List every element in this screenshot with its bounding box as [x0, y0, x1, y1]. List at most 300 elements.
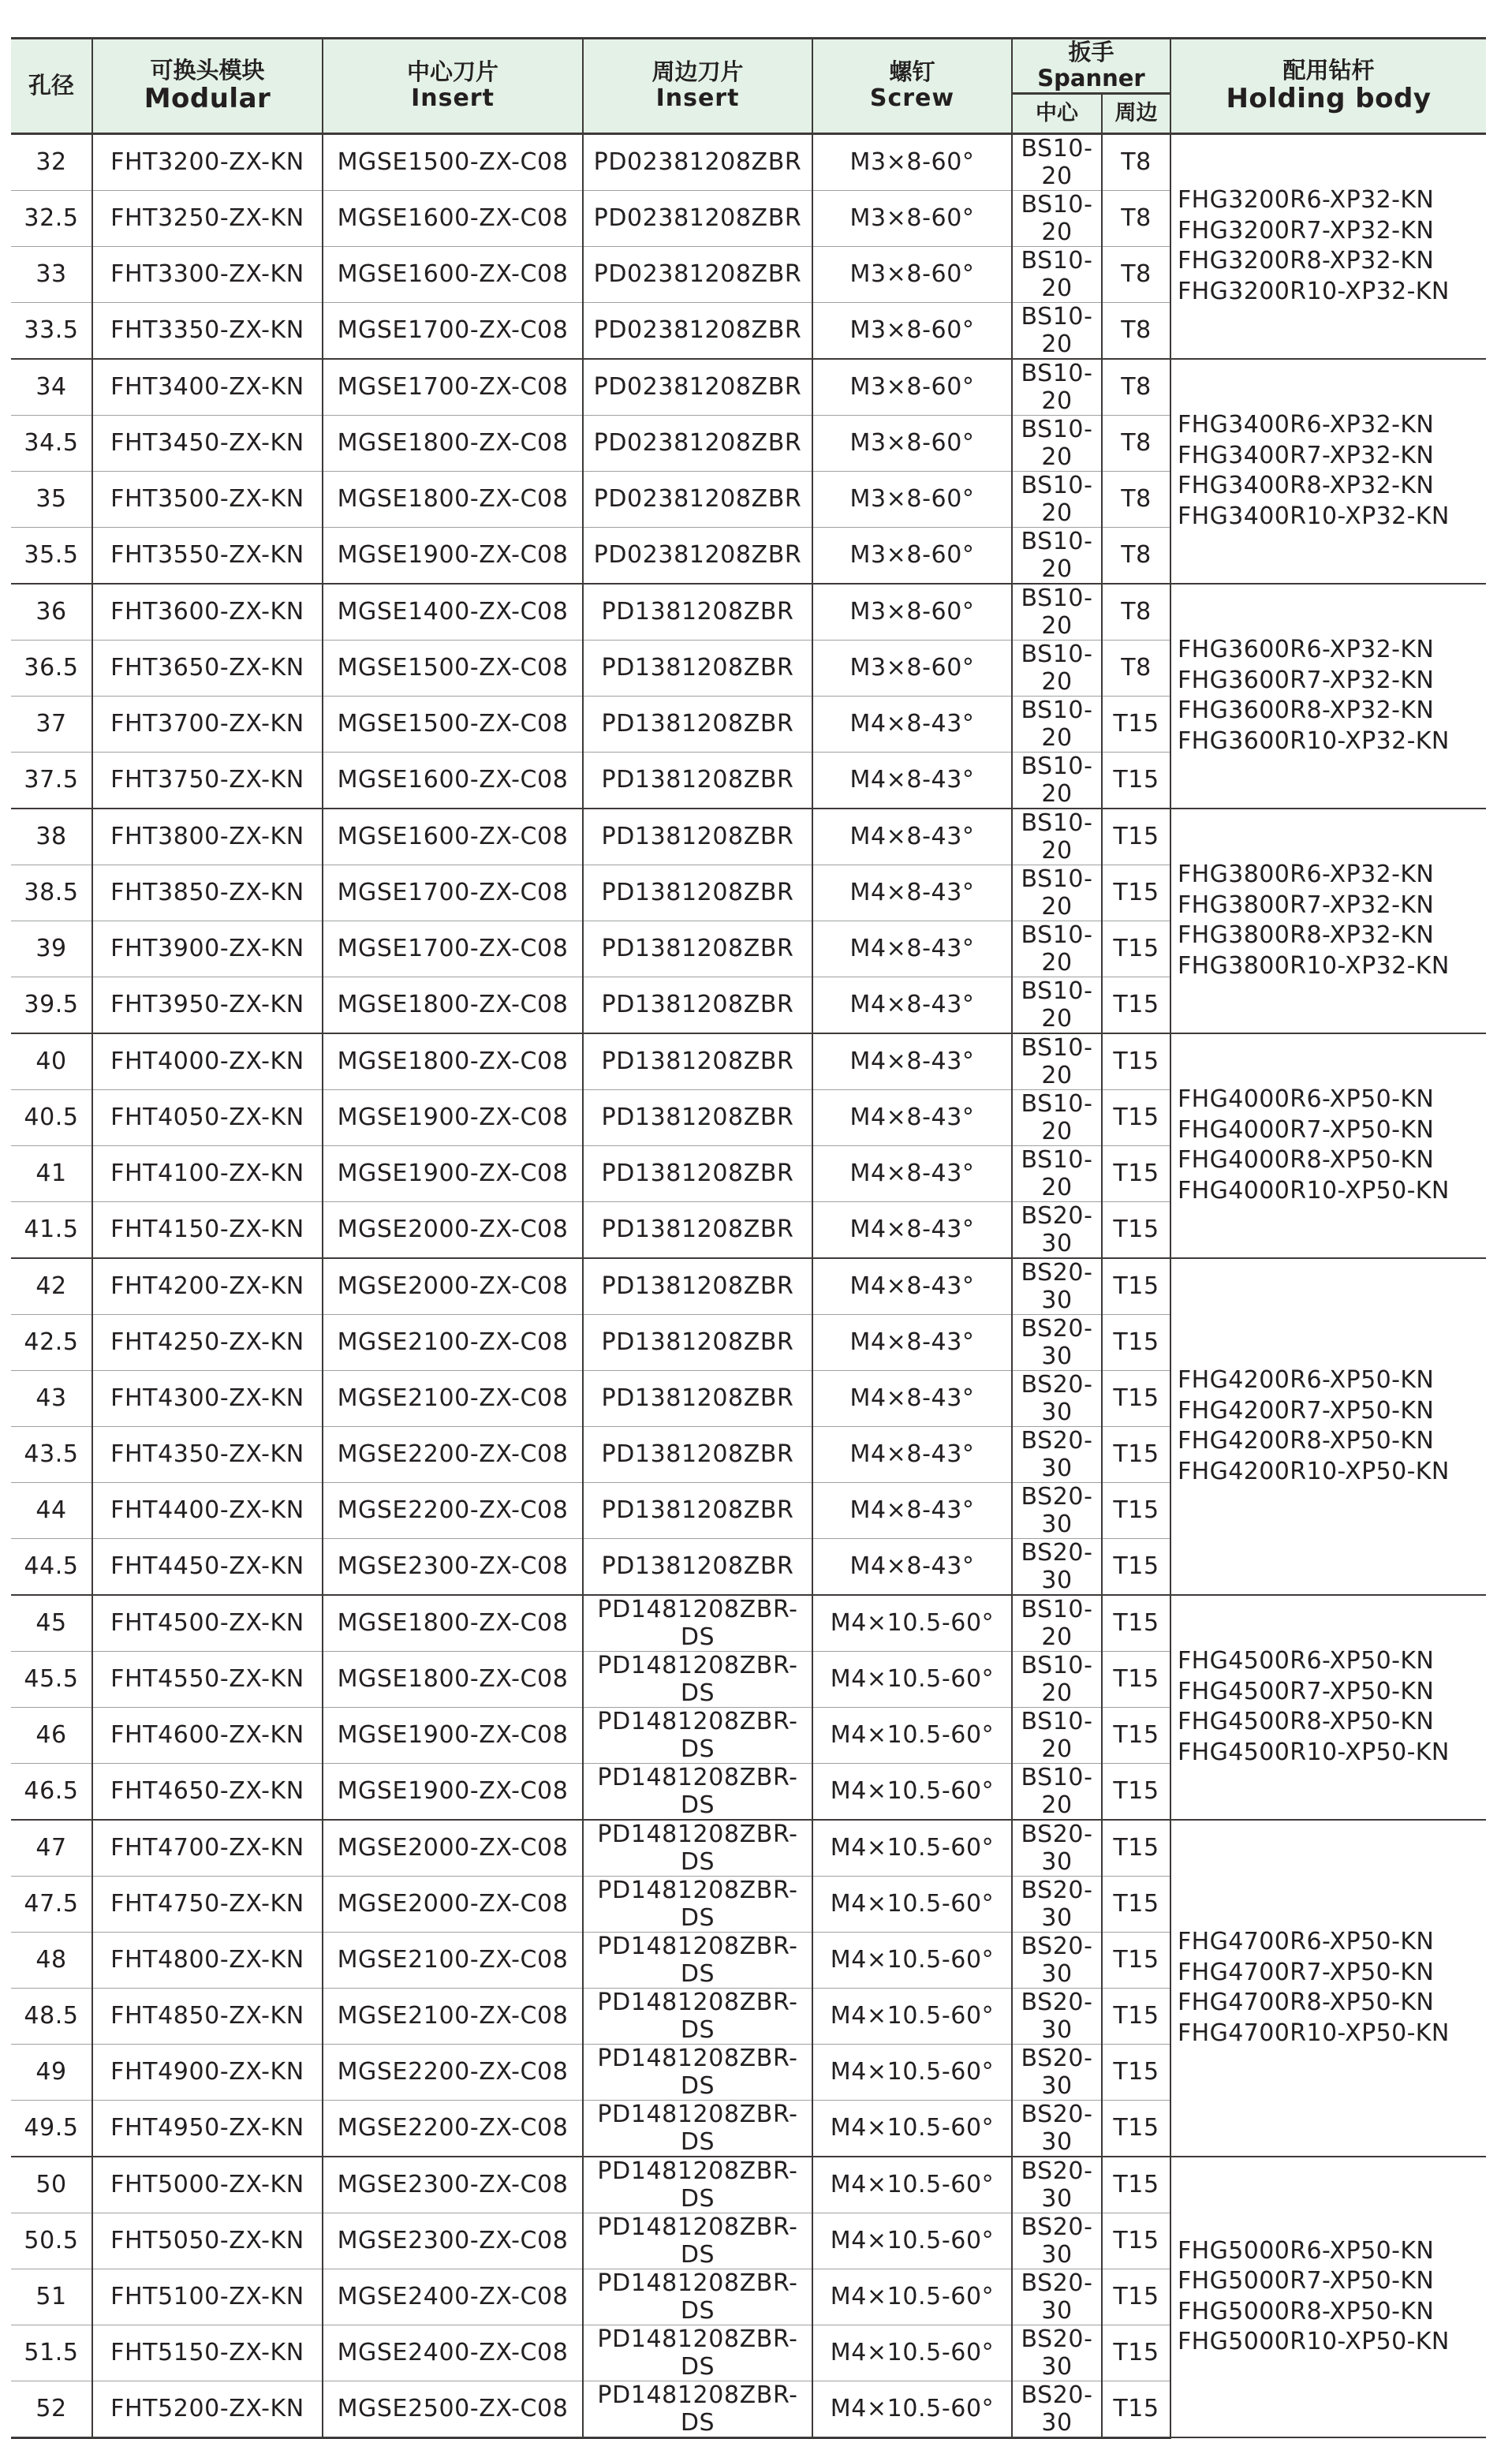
- header-holding-en: Holding body: [1226, 82, 1432, 114]
- table-row: [11, 359, 1486, 416]
- spanner-peripheral-cell: T8: [1102, 190, 1170, 246]
- spanner-center-cell: BS20-30: [1012, 1820, 1102, 1877]
- spanner-center-cell: BS20-30: [1012, 1426, 1102, 1482]
- screw-cell: M4×8-43°: [812, 1258, 1012, 1315]
- peripheral-insert-cell: PD1481208ZBR-DS: [583, 2213, 812, 2269]
- screw-cell: M4×8-43°: [812, 1426, 1012, 1482]
- holding-body-item: FHG4500R6-XP50-KN: [1178, 1647, 1435, 1675]
- peripheral-insert-cell: PD1481208ZBR-DS: [583, 1876, 812, 1932]
- holding-body-item: FHG3800R7-XP32-KN: [1178, 891, 1435, 919]
- holding-body-item: FHG4700R8-XP50-KN: [1178, 1989, 1435, 2017]
- screw-cell: M3×8-60°: [812, 584, 1012, 641]
- peripheral-insert-cell: PD1481208ZBR-DS: [583, 2269, 812, 2325]
- hole-diameter-cell: 39.5: [11, 977, 92, 1033]
- peripheral-insert-cell: PD1481208ZBR-DS: [583, 1820, 812, 1877]
- peripheral-insert-cell: PD1481208ZBR-DS: [583, 1707, 812, 1763]
- screw-cell: M4×10.5-60°: [812, 1988, 1012, 2044]
- header-holding-cn: 配用钻杆: [1282, 56, 1375, 84]
- spanner-peripheral-cell: T15: [1102, 1370, 1170, 1426]
- modular-cell: FHT4100-ZX-KN: [92, 1145, 323, 1201]
- spanner-peripheral-cell: T15: [1102, 752, 1170, 809]
- spanner-peripheral-cell: T15: [1102, 1145, 1170, 1201]
- holding-body-item: FHG3400R8-XP32-KN: [1178, 472, 1435, 500]
- hole-diameter-cell: 45: [11, 1595, 92, 1652]
- center-insert-cell: MGSE1700-ZX-C08: [323, 921, 583, 977]
- hole-diameter-cell: 38: [11, 809, 92, 865]
- holding-body-cell: [1170, 1595, 1486, 1820]
- modular-cell: FHT4900-ZX-KN: [92, 2044, 323, 2100]
- holding-body-item: FHG5000R7-XP50-KN: [1178, 2267, 1435, 2295]
- screw-cell: M4×10.5-60°: [812, 1595, 1012, 1652]
- screw-cell: M4×8-43°: [812, 1033, 1012, 1090]
- modular-cell: FHT4850-ZX-KN: [92, 1988, 323, 2044]
- hole-diameter-cell: 45.5: [11, 1651, 92, 1707]
- hole-diameter-cell: 37: [11, 696, 92, 752]
- modular-cell: FHT3550-ZX-KN: [92, 527, 323, 584]
- holding-body-item: FHG5000R10-XP50-KN: [1178, 2328, 1450, 2356]
- modular-cell: FHT4950-ZX-KN: [92, 2100, 323, 2157]
- spanner-center-cell: BS10-20: [1012, 527, 1102, 584]
- holding-body-item: FHG3200R8-XP32-KN: [1178, 247, 1435, 275]
- header-peripheral-insert-cn: 周边刀片: [651, 58, 744, 85]
- holding-body-cell: [1170, 809, 1486, 1033]
- holding-body-item: FHG4700R6-XP50-KN: [1178, 1928, 1435, 1956]
- holding-body-item: FHG5000R6-XP50-KN: [1178, 2236, 1435, 2265]
- peripheral-insert-cell: PD1381208ZBR: [583, 1314, 812, 1370]
- holding-body-item: FHG4200R8-XP50-KN: [1178, 1427, 1435, 1455]
- modular-cell: FHT4600-ZX-KN: [92, 1707, 323, 1763]
- modular-cell: FHT3300-ZX-KN: [92, 246, 323, 302]
- hole-diameter-cell: 41: [11, 1145, 92, 1201]
- modular-cell: FHT5200-ZX-KN: [92, 2381, 323, 2437]
- center-insert-cell: MGSE2100-ZX-C08: [323, 1988, 583, 2044]
- table-row: [11, 809, 1486, 865]
- header-center-insert: [323, 39, 583, 134]
- peripheral-insert-cell: PD1381208ZBR: [583, 1201, 812, 1258]
- holding-body-item: FHG3600R6-XP32-KN: [1178, 636, 1435, 664]
- hole-diameter-cell: 51: [11, 2269, 92, 2325]
- spanner-center-cell: BS10-20: [1012, 471, 1102, 527]
- screw-cell: M4×8-43°: [812, 696, 1012, 752]
- spanner-center-cell: BS20-30: [1012, 2325, 1102, 2381]
- hole-diameter-cell: 50: [11, 2157, 92, 2213]
- screw-cell: M4×10.5-60°: [812, 1932, 1012, 1988]
- holding-body-item: FHG3400R10-XP32-KN: [1178, 502, 1450, 530]
- product-spec-table: [11, 37, 1486, 2439]
- spanner-center-cell: BS20-30: [1012, 1314, 1102, 1370]
- screw-cell: M4×8-43°: [812, 809, 1012, 865]
- screw-cell: M4×10.5-60°: [812, 2269, 1012, 2325]
- peripheral-insert-cell: PD02381208ZBR: [583, 415, 812, 471]
- spanner-peripheral-cell: T15: [1102, 2157, 1170, 2213]
- holding-body-item: FHG4500R10-XP50-KN: [1178, 1738, 1450, 1766]
- center-insert-cell: MGSE1600-ZX-C08: [323, 246, 583, 302]
- spanner-peripheral-cell: T15: [1102, 1651, 1170, 1707]
- peripheral-insert-cell: PD1481208ZBR-DS: [583, 1932, 812, 1988]
- peripheral-insert-cell: PD1481208ZBR-DS: [583, 1595, 812, 1652]
- center-insert-cell: MGSE1500-ZX-C08: [323, 133, 583, 190]
- peripheral-insert-cell: PD1381208ZBR: [583, 584, 812, 641]
- spanner-peripheral-cell: T15: [1102, 2269, 1170, 2325]
- spanner-center-cell: BS10-20: [1012, 133, 1102, 190]
- spanner-center-cell: BS20-30: [1012, 2044, 1102, 2100]
- header-screw-cn: 螺钉: [889, 58, 935, 85]
- modular-cell: FHT3250-ZX-KN: [92, 190, 323, 246]
- center-insert-cell: MGSE1600-ZX-C08: [323, 190, 583, 246]
- screw-cell: M3×8-60°: [812, 359, 1012, 416]
- screw-cell: M4×8-43°: [812, 921, 1012, 977]
- center-insert-cell: MGSE2300-ZX-C08: [323, 2157, 583, 2213]
- center-insert-cell: MGSE2200-ZX-C08: [323, 2044, 583, 2100]
- holding-body-item: FHG3400R7-XP32-KN: [1178, 441, 1435, 469]
- center-insert-cell: MGSE2400-ZX-C08: [323, 2269, 583, 2325]
- holding-body-item: FHG3800R6-XP32-KN: [1178, 861, 1435, 889]
- modular-cell: FHT4000-ZX-KN: [92, 1033, 323, 1090]
- spanner-peripheral-cell: T15: [1102, 1538, 1170, 1595]
- center-insert-cell: MGSE2100-ZX-C08: [323, 1370, 583, 1426]
- table-row: [11, 584, 1486, 641]
- hole-diameter-cell: 34: [11, 359, 92, 416]
- center-insert-cell: MGSE1400-ZX-C08: [323, 584, 583, 641]
- spanner-peripheral-cell: T15: [1102, 1258, 1170, 1315]
- modular-cell: FHT4550-ZX-KN: [92, 1651, 323, 1707]
- hole-diameter-cell: 50.5: [11, 2213, 92, 2269]
- center-insert-cell: MGSE2100-ZX-C08: [323, 1314, 583, 1370]
- spanner-peripheral-cell: T15: [1102, 865, 1170, 921]
- modular-cell: FHT4750-ZX-KN: [92, 1876, 323, 1932]
- spanner-peripheral-cell: T15: [1102, 1876, 1170, 1932]
- peripheral-insert-cell: PD1481208ZBR-DS: [583, 2325, 812, 2381]
- header-modular-en: Modular: [144, 82, 271, 114]
- holding-body-item: FHG4700R7-XP50-KN: [1178, 1958, 1435, 1986]
- hole-diameter-cell: 48: [11, 1932, 92, 1988]
- hole-diameter-cell: 46: [11, 1707, 92, 1763]
- peripheral-insert-cell: PD1381208ZBR: [583, 1033, 812, 1090]
- holding-body-item: FHG4700R10-XP50-KN: [1178, 2019, 1450, 2047]
- modular-cell: FHT4450-ZX-KN: [92, 1538, 323, 1595]
- modular-cell: FHT4250-ZX-KN: [92, 1314, 323, 1370]
- hole-diameter-cell: 38.5: [11, 865, 92, 921]
- spanner-peripheral-cell: T15: [1102, 2213, 1170, 2269]
- peripheral-insert-cell: PD1381208ZBR: [583, 1426, 812, 1482]
- modular-cell: FHT3600-ZX-KN: [92, 584, 323, 641]
- hole-diameter-cell: 35.5: [11, 527, 92, 584]
- holding-body-item: FHG4000R10-XP50-KN: [1178, 1176, 1450, 1205]
- spanner-peripheral-cell: T15: [1102, 1314, 1170, 1370]
- spanner-peripheral-cell: T8: [1102, 133, 1170, 190]
- spanner-center-cell: BS10-20: [1012, 359, 1102, 416]
- holding-body-cell: [1170, 1033, 1486, 1258]
- holding-body-cell: [1170, 359, 1486, 584]
- center-insert-cell: MGSE1800-ZX-C08: [323, 977, 583, 1033]
- screw-cell: M4×8-43°: [812, 1314, 1012, 1370]
- header-center-insert-en: Insert: [411, 84, 495, 113]
- spanner-center-cell: BS20-30: [1012, 1876, 1102, 1932]
- hole-diameter-cell: 33: [11, 246, 92, 302]
- center-insert-cell: MGSE1500-ZX-C08: [323, 640, 583, 696]
- peripheral-insert-cell: PD02381208ZBR: [583, 359, 812, 416]
- spanner-peripheral-cell: T15: [1102, 1988, 1170, 2044]
- modular-cell: FHT4500-ZX-KN: [92, 1595, 323, 1652]
- header-peripheral-insert-en: Insert: [655, 84, 740, 113]
- holding-body-item: FHG4500R7-XP50-KN: [1178, 1677, 1435, 1705]
- peripheral-insert-cell: PD02381208ZBR: [583, 302, 812, 359]
- modular-cell: FHT4650-ZX-KN: [92, 1763, 323, 1820]
- screw-cell: M4×8-43°: [812, 977, 1012, 1033]
- header-spanner-center: 中心: [1012, 93, 1102, 133]
- table-body: [11, 133, 1486, 2437]
- peripheral-insert-cell: PD1381208ZBR: [583, 696, 812, 752]
- modular-cell: FHT4400-ZX-KN: [92, 1482, 323, 1538]
- peripheral-insert-cell: PD1381208ZBR: [583, 809, 812, 865]
- modular-cell: FHT4800-ZX-KN: [92, 1932, 323, 1988]
- spanner-peripheral-cell: T15: [1102, 1707, 1170, 1763]
- peripheral-insert-cell: PD1481208ZBR-DS: [583, 1988, 812, 2044]
- hole-diameter-cell: 43.5: [11, 1426, 92, 1482]
- modular-cell: FHT4700-ZX-KN: [92, 1820, 323, 1877]
- modular-cell: FHT3850-ZX-KN: [92, 865, 323, 921]
- center-insert-cell: MGSE1700-ZX-C08: [323, 302, 583, 359]
- spanner-peripheral-cell: T15: [1102, 1595, 1170, 1652]
- table-row: [11, 2157, 1486, 2213]
- peripheral-insert-cell: PD1381208ZBR: [583, 865, 812, 921]
- center-insert-cell: MGSE1900-ZX-C08: [323, 1707, 583, 1763]
- peripheral-insert-cell: PD02381208ZBR: [583, 246, 812, 302]
- spanner-center-cell: BS10-20: [1012, 696, 1102, 752]
- spanner-peripheral-cell: T15: [1102, 2381, 1170, 2437]
- spanner-peripheral-cell: T15: [1102, 1820, 1170, 1877]
- center-insert-cell: MGSE1700-ZX-C08: [323, 865, 583, 921]
- screw-cell: M4×10.5-60°: [812, 1876, 1012, 1932]
- spanner-peripheral-cell: T15: [1102, 1033, 1170, 1090]
- peripheral-insert-cell: PD1481208ZBR-DS: [583, 1763, 812, 1820]
- modular-cell: FHT3950-ZX-KN: [92, 977, 323, 1033]
- peripheral-insert-cell: PD02381208ZBR: [583, 527, 812, 584]
- hole-diameter-cell: 40.5: [11, 1089, 92, 1145]
- modular-cell: FHT3400-ZX-KN: [92, 359, 323, 416]
- hole-diameter-cell: 37.5: [11, 752, 92, 809]
- peripheral-insert-cell: PD1381208ZBR: [583, 1089, 812, 1145]
- spanner-center-cell: BS10-20: [1012, 302, 1102, 359]
- spanner-peripheral-cell: T15: [1102, 2044, 1170, 2100]
- spanner-peripheral-cell: T15: [1102, 809, 1170, 865]
- holding-body-cell: [1170, 1258, 1486, 1595]
- modular-cell: FHT3650-ZX-KN: [92, 640, 323, 696]
- header-modular-cn: 可换头模块: [150, 56, 265, 84]
- hole-diameter-cell: 33.5: [11, 302, 92, 359]
- peripheral-insert-cell: PD1481208ZBR-DS: [583, 2044, 812, 2100]
- holding-body-item: FHG4200R10-XP50-KN: [1178, 1457, 1450, 1485]
- spanner-peripheral-cell: T8: [1102, 584, 1170, 641]
- modular-cell: FHT5050-ZX-KN: [92, 2213, 323, 2269]
- holding-body-item: FHG3400R6-XP32-KN: [1178, 411, 1435, 439]
- center-insert-cell: MGSE1900-ZX-C08: [323, 527, 583, 584]
- table-header: [11, 39, 1486, 134]
- hole-diameter-cell: 44.5: [11, 1538, 92, 1595]
- peripheral-insert-cell: PD1381208ZBR: [583, 1538, 812, 1595]
- spanner-peripheral-cell: T15: [1102, 1089, 1170, 1145]
- peripheral-insert-cell: PD1381208ZBR: [583, 921, 812, 977]
- screw-cell: M4×8-43°: [812, 1201, 1012, 1258]
- spanner-center-cell: BS10-20: [1012, 584, 1102, 641]
- peripheral-insert-cell: PD1381208ZBR: [583, 752, 812, 809]
- peripheral-insert-cell: PD1381208ZBR: [583, 977, 812, 1033]
- peripheral-insert-cell: PD1381208ZBR: [583, 1145, 812, 1201]
- spanner-peripheral-cell: T15: [1102, 921, 1170, 977]
- spanner-peripheral-cell: T15: [1102, 1482, 1170, 1538]
- modular-cell: FHT3450-ZX-KN: [92, 415, 323, 471]
- spanner-center-cell: BS10-20: [1012, 640, 1102, 696]
- spanner-center-cell: BS20-30: [1012, 2157, 1102, 2213]
- center-insert-cell: MGSE2400-ZX-C08: [323, 2325, 583, 2381]
- center-insert-cell: MGSE1800-ZX-C08: [323, 1033, 583, 1090]
- screw-cell: M4×10.5-60°: [812, 1707, 1012, 1763]
- peripheral-insert-cell: PD02381208ZBR: [583, 471, 812, 527]
- spanner-center-cell: BS20-30: [1012, 1988, 1102, 2044]
- holding-body-item: FHG3200R7-XP32-KN: [1178, 216, 1435, 245]
- center-insert-cell: MGSE2300-ZX-C08: [323, 2213, 583, 2269]
- center-insert-cell: MGSE1600-ZX-C08: [323, 752, 583, 809]
- center-insert-cell: MGSE1800-ZX-C08: [323, 1651, 583, 1707]
- spanner-peripheral-cell: T8: [1102, 527, 1170, 584]
- holding-body-cell: [1170, 2157, 1486, 2438]
- hole-diameter-cell: 51.5: [11, 2325, 92, 2381]
- header-modular: [92, 39, 323, 134]
- spanner-center-cell: BS10-20: [1012, 1763, 1102, 1820]
- peripheral-insert-cell: PD1481208ZBR-DS: [583, 2100, 812, 2157]
- holding-body-item: FHG3800R8-XP32-KN: [1178, 921, 1435, 950]
- spanner-center-cell: BS10-20: [1012, 1089, 1102, 1145]
- screw-cell: M3×8-60°: [812, 246, 1012, 302]
- modular-cell: FHT5150-ZX-KN: [92, 2325, 323, 2381]
- modular-cell: FHT3350-ZX-KN: [92, 302, 323, 359]
- holding-body-item: FHG4000R6-XP50-KN: [1178, 1085, 1435, 1114]
- screw-cell: M4×10.5-60°: [812, 2044, 1012, 2100]
- spanner-center-cell: BS10-20: [1012, 1595, 1102, 1652]
- spanner-center-cell: BS10-20: [1012, 1145, 1102, 1201]
- spanner-peripheral-cell: T8: [1102, 359, 1170, 416]
- spanner-center-cell: BS10-20: [1012, 1707, 1102, 1763]
- modular-cell: FHT3700-ZX-KN: [92, 696, 323, 752]
- table-row: [11, 1258, 1486, 1315]
- screw-cell: M4×10.5-60°: [812, 2100, 1012, 2157]
- spanner-peripheral-cell: T8: [1102, 640, 1170, 696]
- peripheral-insert-cell: PD1381208ZBR: [583, 1258, 812, 1315]
- peripheral-insert-cell: PD1481208ZBR-DS: [583, 1651, 812, 1707]
- hole-diameter-cell: 42: [11, 1258, 92, 1315]
- screw-cell: M4×10.5-60°: [812, 2157, 1012, 2213]
- screw-cell: M4×10.5-60°: [812, 1820, 1012, 1877]
- screw-cell: M3×8-60°: [812, 415, 1012, 471]
- spanner-center-cell: BS20-30: [1012, 1538, 1102, 1595]
- screw-cell: M4×10.5-60°: [812, 1651, 1012, 1707]
- screw-cell: M4×10.5-60°: [812, 2381, 1012, 2437]
- header-hole-label: 孔径: [28, 72, 74, 99]
- hole-diameter-cell: 32: [11, 133, 92, 190]
- header-spanner: 扳手 Spanner: [1012, 39, 1170, 94]
- holding-body-item: FHG3800R10-XP32-KN: [1178, 951, 1450, 980]
- center-insert-cell: MGSE1800-ZX-C08: [323, 1595, 583, 1652]
- table-row: [11, 133, 1486, 190]
- center-insert-cell: MGSE1900-ZX-C08: [323, 1145, 583, 1201]
- spanner-peripheral-cell: T8: [1102, 471, 1170, 527]
- peripheral-insert-cell: PD1481208ZBR-DS: [583, 2157, 812, 2213]
- header-peripheral-insert: [583, 39, 812, 134]
- center-insert-cell: MGSE1500-ZX-C08: [323, 696, 583, 752]
- screw-cell: M4×10.5-60°: [812, 2325, 1012, 2381]
- holding-body-cell: [1170, 1820, 1486, 2157]
- spanner-peripheral-cell: T15: [1102, 696, 1170, 752]
- spanner-center-cell: BS20-30: [1012, 2100, 1102, 2157]
- spanner-center-cell: BS20-30: [1012, 2381, 1102, 2437]
- center-insert-cell: MGSE2200-ZX-C08: [323, 1482, 583, 1538]
- hole-diameter-cell: 32.5: [11, 190, 92, 246]
- screw-cell: M4×8-43°: [812, 752, 1012, 809]
- hole-diameter-cell: 48.5: [11, 1988, 92, 2044]
- center-insert-cell: MGSE1600-ZX-C08: [323, 809, 583, 865]
- modular-cell: FHT4300-ZX-KN: [92, 1370, 323, 1426]
- hole-diameter-cell: 40: [11, 1033, 92, 1090]
- hole-diameter-cell: 42.5: [11, 1314, 92, 1370]
- hole-diameter-cell: 47.5: [11, 1876, 92, 1932]
- holding-body-cell: [1170, 133, 1486, 359]
- spanner-center-cell: BS10-20: [1012, 921, 1102, 977]
- spanner-center-cell: BS20-30: [1012, 1370, 1102, 1426]
- spanner-center-cell: BS10-20: [1012, 865, 1102, 921]
- screw-cell: M4×8-43°: [812, 865, 1012, 921]
- center-insert-cell: MGSE1800-ZX-C08: [323, 415, 583, 471]
- table-row: [11, 1595, 1486, 1652]
- center-insert-cell: MGSE2200-ZX-C08: [323, 1426, 583, 1482]
- hole-diameter-cell: 46.5: [11, 1763, 92, 1820]
- holding-body-cell: [1170, 584, 1486, 809]
- screw-cell: M3×8-60°: [812, 640, 1012, 696]
- spanner-center-cell: BS10-20: [1012, 190, 1102, 246]
- peripheral-insert-cell: PD02381208ZBR: [583, 190, 812, 246]
- header-spanner-peripheral: 周边: [1102, 93, 1170, 133]
- modular-cell: FHT3500-ZX-KN: [92, 471, 323, 527]
- table-row: [11, 1033, 1486, 1090]
- spanner-center-cell: BS20-30: [1012, 1482, 1102, 1538]
- hole-diameter-cell: 35: [11, 471, 92, 527]
- hole-diameter-cell: 36: [11, 584, 92, 641]
- modular-cell: FHT3900-ZX-KN: [92, 921, 323, 977]
- screw-cell: M3×8-60°: [812, 190, 1012, 246]
- screw-cell: M4×8-43°: [812, 1089, 1012, 1145]
- peripheral-insert-cell: PD1481208ZBR-DS: [583, 2381, 812, 2437]
- spanner-center-cell: BS10-20: [1012, 1651, 1102, 1707]
- center-insert-cell: MGSE2000-ZX-C08: [323, 1876, 583, 1932]
- table-row: [11, 1820, 1486, 1877]
- holding-body-item: FHG4200R6-XP50-KN: [1178, 1366, 1435, 1395]
- spanner-peripheral-cell: T15: [1102, 977, 1170, 1033]
- spanner-center-cell: BS10-20: [1012, 809, 1102, 865]
- spanner-peripheral-cell: T8: [1102, 302, 1170, 359]
- spanner-peripheral-cell: T15: [1102, 1763, 1170, 1820]
- spanner-peripheral-cell: T8: [1102, 246, 1170, 302]
- holding-body-item: FHG3600R8-XP32-KN: [1178, 697, 1435, 725]
- spanner-center-cell: BS20-30: [1012, 1201, 1102, 1258]
- modular-cell: FHT5100-ZX-KN: [92, 2269, 323, 2325]
- spanner-center-cell: BS20-30: [1012, 2213, 1102, 2269]
- hole-diameter-cell: 49: [11, 2044, 92, 2100]
- center-insert-cell: MGSE2000-ZX-C08: [323, 1820, 583, 1877]
- header-center-insert-cn: 中心刀片: [406, 58, 498, 85]
- holding-body-item: FHG4000R8-XP50-KN: [1178, 1146, 1435, 1175]
- hole-diameter-cell: 36.5: [11, 640, 92, 696]
- screw-cell: M3×8-60°: [812, 133, 1012, 190]
- spanner-center-cell: BS10-20: [1012, 415, 1102, 471]
